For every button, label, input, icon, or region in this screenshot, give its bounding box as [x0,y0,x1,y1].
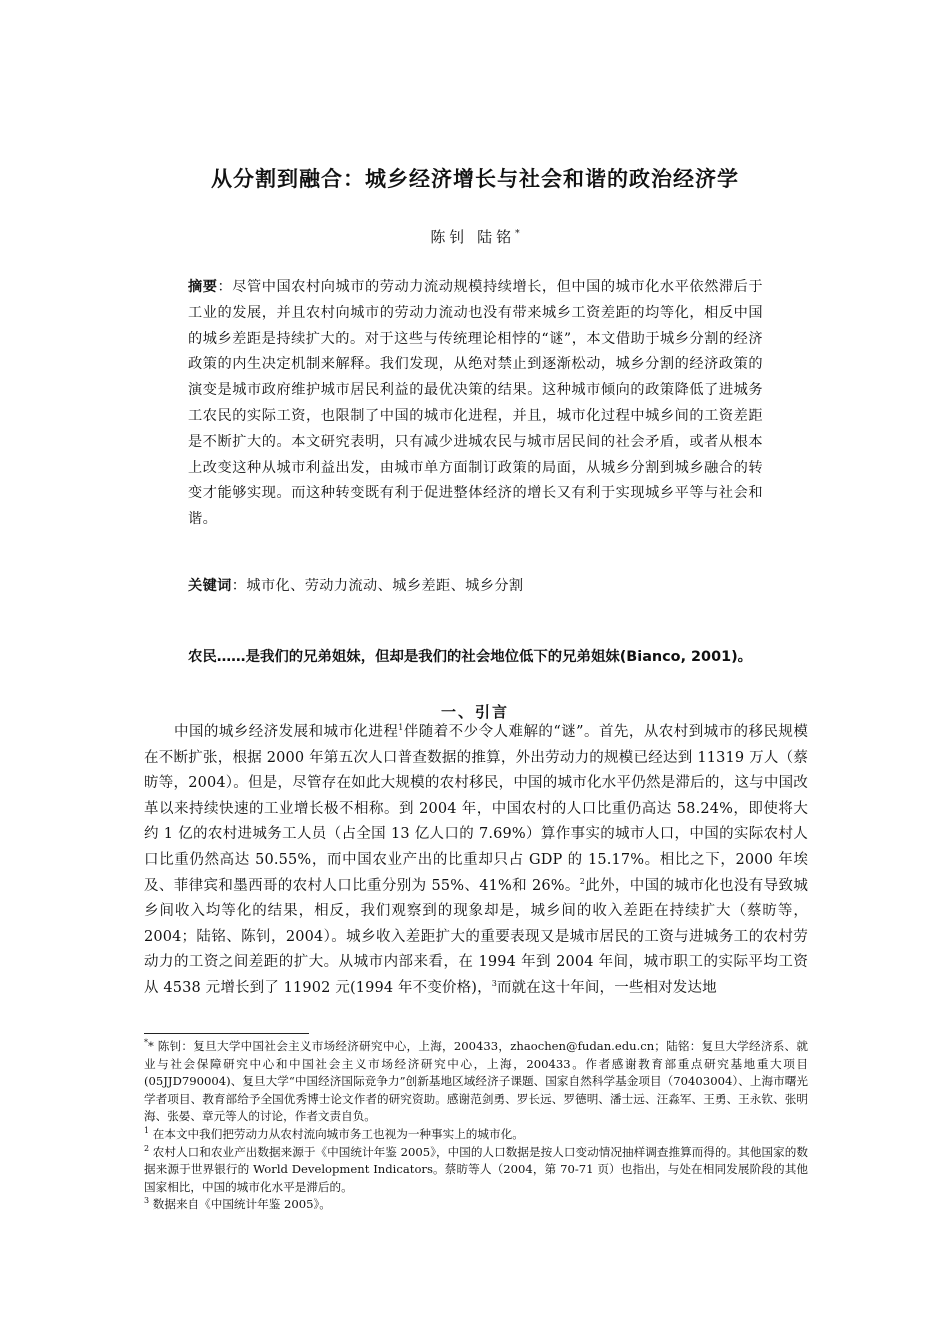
footnote-2-text: 农村人口和农业产出数据来源于《中国统计年鉴 2005》，中国的人口数据是按人口变动情况抽样调查推算而得的。其他国家的数据来源于世界银行的 World Development Indicators。蔡昉等人（2004，第 70-71 页）也指出，与处在相同发展阶段的其他国家相比，中国的城市化水平是滞后的。 [144,1144,808,1194]
author-line [0,226,950,247]
keywords-text: ：城市化、劳动力流动、城乡差距、城乡分割 [231,578,524,594]
footnote-marker-3: 3 [491,979,497,989]
section-heading: 一、引言 [440,703,509,721]
body-text-b: 伴随着不少令人难解的“谜”。首先，从农村到城市的移民规模在不断扩张，根据 2000 年第五次人口普查数据的推算，外出劳动力的规模已经达到 11319 万人（蔡昉等，2004）。但是，尽管存在如此大规模的农村移民，中国的城市化水平仍然是滞后的，这与中国改革以来持续快速的工业增长极不相称。到 2004 年，中国农村的人口比重仍高达 58.24%，即使将大约 1 亿的农村进城务工人员（占全国 13 亿人口的 7.69%）算作事实的城市人口，中国的实际农村人口比重仍然高达 50.55%，而中国农业产出的比重却只占 GDP 的 15.17%。相比之下，2000 年埃及、菲律宾和墨西哥的农村人口比重分别为 55%、41%和 26%。 [144,724,808,894]
keywords [188,575,763,595]
author-names: 陈钊 陆铭 [430,228,516,246]
keywords-label: 关键词 [188,578,232,594]
body-text-c: 此外，中国的城市化也没有导致城乡间收入均等化的结果，相反，我们观察到的现象却是，城乡间的收入差距在持续扩大（蔡昉等，2004；陆铭、陈钊，2004）。城乡收入差距扩大的重要表现又是城市居民的工资与进城务工的农村劳动力的工资之间差距的扩大。从城市内部来看，在 1994 年到 2004 年间，城市职工的实际平均工资从 4538 元增长到了 11902 元(1994 年不变价格)， [144,877,808,996]
footnote-1 [144,1126,808,1144]
footnote-marker-2: 2 [579,876,585,886]
footnote-author-mark: * [144,1038,148,1048]
footnote-2 [144,1144,808,1197]
footnote-3 [144,1196,808,1214]
footnote-marker-1: 1 [398,723,404,733]
footnote-1-text: 在本文中我们把劳动力从农村流向城市务工也视为一种事实上的城市化。 [149,1126,524,1141]
body-text-a: 中国的城乡经济发展和城市化进程 [174,724,399,740]
author-footnote-marker: * [515,229,520,239]
footnote-3-mark: 3 [144,1196,150,1206]
abstract-text: ：尽管中国农村向城市的劳动力流动规模持续增长，但中国的城市化水平依然滞后于工业的发展，并且农村向城市的劳动力流动也没有带来城乡工资差距的均等化，相反中国的城乡差距是持续扩大的。对于这些与传统理论相悖的“谜”，本文借助于城乡分割的经济政策的内生决定机制来解释。我们发现，从绝对禁止到逐渐松动，城乡分割的经济政策的演变是城市政府维护城市居民利益的最优决策的结果。这种城市倾向的政策降低了进城务工农民的实际工资，也限制了中国的城市化进程，并且，城市化过程中城乡间的工资差距是不断扩大的。本文研究表明，只有减少进城农民与城市居民间的社会矛盾，或者从根本上改变这种从城市利益出发，由城市单方面制订政策的局面，从城乡分割到城乡融合的转变才能够实现。而这种转变既有利于促进整体经济的增长又有利于实现城乡平等与社会和谐。 [188,279,763,528]
body-paragraph [144,720,808,1002]
footnote-author [144,1038,808,1126]
body-text-d: 而就在这十年间，一些相对发达地 [497,979,717,996]
footnotes [144,1038,808,1214]
footnote-2-mark: 2 [144,1143,150,1153]
abstract-label: 摘要 [188,279,218,295]
epigraph: 农民……是我们的兄弟姐妹，但却是我们的社会地位低下的兄弟姐妹(Bianco, 2001)。 [188,649,753,665]
paper-title: 从分割到融合：城乡经济增长与社会和谐的政治经济学 [211,167,739,191]
footnote-divider [144,1033,309,1034]
footnote-1-mark: 1 [144,1126,150,1136]
abstract [188,275,763,533]
footnote-author-text: * 陈钊：复旦大学中国社会主义市场经济研究中心，上海，200433，zhaochen@fudan.edu.cn；陆铭：复旦大学经济系、就业与社会保障研究中心和中国社会主义市场经济研究中心，上海，200433。作者感谢教育部重点研究基地重大项目(05JJD790004)、复旦大学“中国经济国际竞争力”创新基地区域经济子课题、国家自然科学基金项目（70403004）、上海市曙光学者项目、教育部给予全国优秀博士论文作者的研究资助。感谢范剑勇、罗长远、罗德明、潘士远、汪淼军、王勇、王永钦、张明海、张晏、章元等人的讨论，作者文责自负。 [144,1039,808,1124]
footnote-3-text: 数据来自《中国统计年鉴 2005》。 [149,1197,331,1212]
